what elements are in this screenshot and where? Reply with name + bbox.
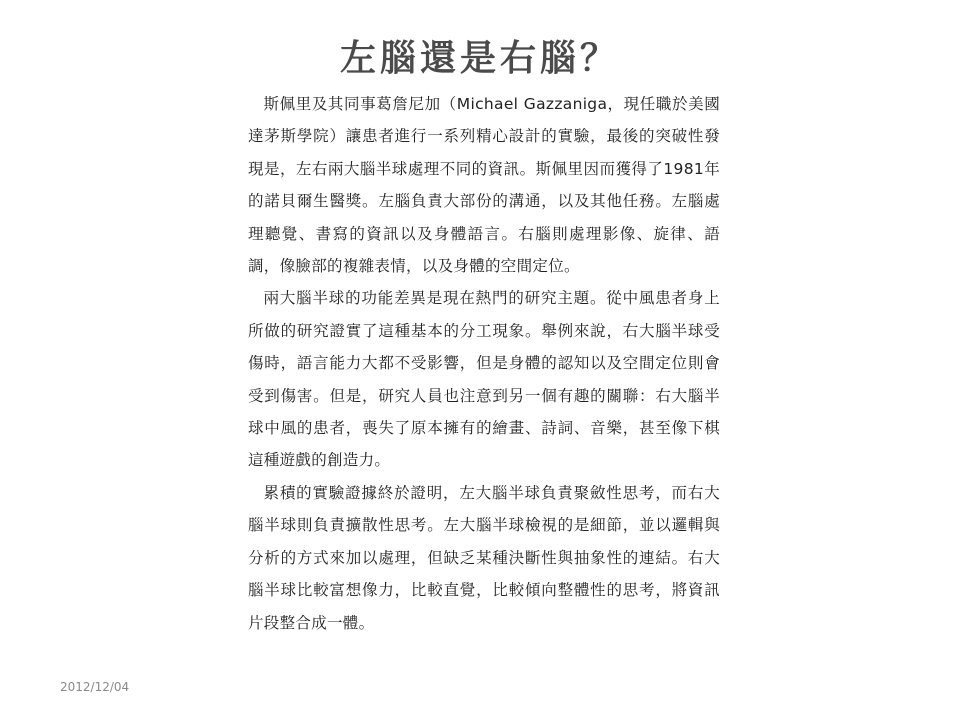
article-paragraph-3: 累積的實驗證據終於證明，左大腦半球負責聚斂性思考，而右大腦半球則負責擴散性思考。左大腦半球檢視的是細節，並以邏輯與分析的方式來加以處理，但缺乏某種決斷性與抽象性的連結。右大腦半球比較富想像力，比較直覺，比較傾向整體性的思考，將資訊片段整合成一體。	[248, 483, 720, 632]
article-paragraph-1: 斯佩里及其同事葛詹尼加（Michael Gazzaniga，現任職於美國達茅斯學院）讓患者進行一系列精心設計的實驗，最後的突破性發現是，左右兩大腦半球處理不同的資訊。斯佩里因而獲得了1981年的諾貝爾生醫獎。左腦負責大部份的溝通，以及其他任務。左腦處理聽覺、書寫的資訊以及身體語言。右腦則處理影像、旋律、語調，像臉部的複雜表情，以及身體的空間定位。	[248, 95, 720, 276]
page-title: 左腦還是右腦？	[339, 38, 620, 79]
article-paragraph-2: 兩大腦半球的功能差異是現在熱門的研究主題。從中風患者身上所做的研究證實了這種基本的分工現象。舉例來說，右大腦半球受傷時，語言能力大都不受影響，但是身體的認知以及空間定位則會受到傷害。但是，研究人員也注意到另一個有趣的關聯：右大腦半球中風的患者，喪失了原本擁有的繪畫、詩詞、音樂，甚至像下棋這種遊戲的創造力。	[248, 289, 720, 470]
article-body	[248, 88, 720, 639]
footer-date: 2012/12/04	[60, 680, 130, 694]
